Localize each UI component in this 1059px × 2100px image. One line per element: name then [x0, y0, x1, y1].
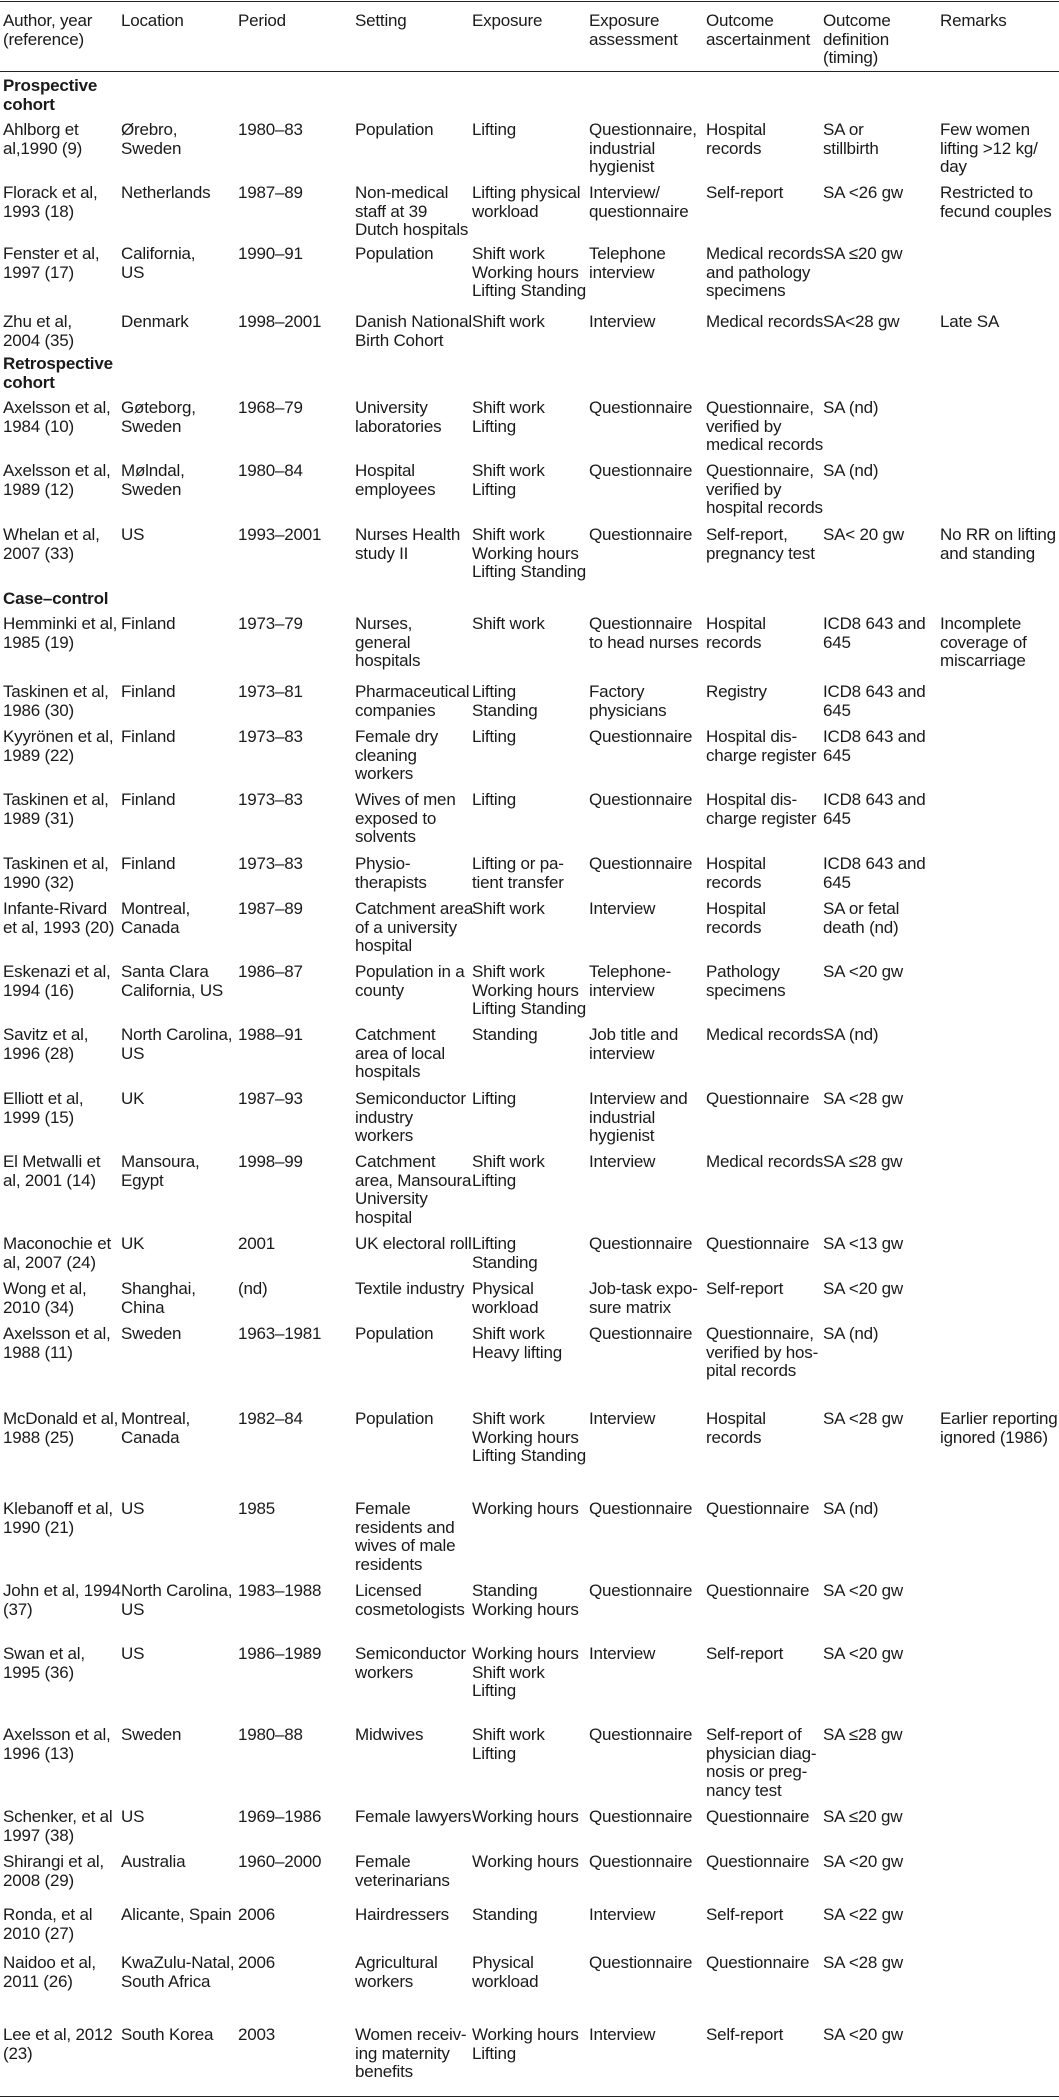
cell-outcome-definition: SA <20 gw — [823, 1852, 903, 1871]
cell-period: 1986–1989 — [238, 1644, 322, 1663]
cell-location: Denmark — [121, 312, 189, 331]
cell-outcome-definition: SA <22 gw — [823, 1905, 903, 1924]
cell-period: 1982–84 — [238, 1409, 303, 1428]
cell-author-year: Shirangi et al, 2008 (29) — [3, 1852, 104, 1890]
cell-period: 1973–79 — [238, 614, 303, 633]
cell-location: Sweden — [121, 1725, 182, 1744]
cell-author-year: Kyyrönen et al, 1989 (22) — [3, 727, 114, 765]
cell-remarks: Few women lifting >12 kg/ day — [940, 120, 1038, 176]
cell-period: 1963–1981 — [238, 1324, 322, 1343]
cell-author-year: Taskinen et al, 1990 (32) — [3, 854, 109, 892]
cell-exposure-assessment: Telephone- interview — [589, 962, 672, 1000]
cell-outcome-definition: SA ≤28 gw — [823, 1152, 903, 1171]
cell-location: Montreal, Canada — [121, 1409, 191, 1447]
cell-exposure-assessment: Questionnaire — [589, 461, 693, 480]
cell-outcome-ascertainment: Registry — [706, 682, 767, 701]
cell-period: 2001 — [238, 1234, 276, 1253]
cell-exposure-assessment: Job-task expo- sure matrix — [589, 1279, 698, 1317]
cell-exposure-assessment: Questionnaire — [589, 525, 693, 544]
cell-author-year: Maconochie et al, 2007 (24) — [3, 1234, 111, 1272]
cell-period: 1987–93 — [238, 1089, 303, 1108]
cell-exposure-assessment: Interview/ questionnaire — [589, 183, 689, 221]
cell-period: 1983–1988 — [238, 1581, 322, 1600]
cell-exposure-assessment: Interview and industrial hygienist — [589, 1089, 688, 1145]
cell-location: Gøteborg, Sweden — [121, 398, 196, 436]
cell-setting: Pharmaceutical companies — [355, 682, 470, 720]
cell-author-year: Florack et al, 1993 (18) — [3, 183, 98, 221]
cell-exposure-assessment: Questionnaire — [589, 727, 693, 746]
cell-outcome-definition: SA (nd) — [823, 398, 879, 417]
cell-outcome-ascertainment: Hospital records — [706, 854, 766, 892]
cell-author-year: Ronda, et al 2010 (27) — [3, 1905, 93, 1943]
cell-period: 1980–84 — [238, 461, 303, 480]
cell-period: 1990–91 — [238, 244, 303, 263]
cell-location: Australia — [121, 1852, 186, 1871]
cell-period: 1998–2001 — [238, 312, 322, 331]
cell-setting: Female dry cleaning workers — [355, 727, 439, 783]
cell-location: Montreal, Canada — [121, 899, 191, 937]
cell-exposure: Lifting Standing — [472, 1234, 538, 1272]
cell-outcome-definition: ICD8 643 and 645 — [823, 682, 926, 720]
cell-exposure: Lifting — [472, 790, 516, 809]
cell-exposure: Shift work Lifting — [472, 398, 545, 436]
cell-outcome-definition: SA< 20 gw — [823, 525, 904, 544]
cell-setting: Catchment area, Mansoura University hospital — [355, 1152, 472, 1227]
cell-remarks: Late SA — [940, 312, 1000, 331]
column-header-exposure-assessment: Exposure assessment — [589, 11, 678, 49]
cell-author-year: Taskinen et al, 1989 (31) — [3, 790, 109, 828]
cell-setting: Midwives — [355, 1725, 424, 1744]
cell-exposure: Shift work Working hours Lifting Standing — [472, 244, 586, 300]
cell-exposure-assessment: Questionnaire — [589, 398, 693, 417]
cell-setting: Physio- therapists — [355, 854, 427, 892]
column-header-exposure: Exposure — [472, 11, 543, 30]
cell-outcome-ascertainment: Questionnaire — [706, 1089, 810, 1108]
cell-setting: Nurses, general hospitals — [355, 614, 421, 670]
table-top-rule — [0, 1, 1059, 2]
cell-setting: UK electoral roll — [355, 1234, 472, 1253]
cell-setting: Semiconductor industry workers — [355, 1089, 466, 1145]
cell-period: 1986–87 — [238, 962, 303, 981]
cell-exposure-assessment: Questionnaire — [589, 790, 693, 809]
cell-outcome-definition: SA (nd) — [823, 1025, 879, 1044]
cell-outcome-definition: ICD8 643 and 645 — [823, 614, 926, 652]
cell-exposure: Lifting physical workload — [472, 183, 581, 221]
cell-exposure: Shift work Working hours Lifting Standing — [472, 525, 586, 581]
cell-author-year: Klebanoff et al, 1990 (21) — [3, 1499, 113, 1537]
cell-exposure-assessment: Factory physicians — [589, 682, 667, 720]
cell-location: Mansoura, Egypt — [121, 1152, 200, 1190]
cell-outcome-ascertainment: Medical records and pathology specimens — [706, 244, 823, 300]
cell-author-year: Zhu et al, 2004 (35) — [3, 312, 74, 350]
cell-exposure-assessment: Interview — [589, 1409, 656, 1428]
cell-outcome-ascertainment: Self-report — [706, 1644, 784, 1663]
cell-setting: Female veterinarians — [355, 1852, 450, 1890]
cell-setting: Catchment area of a university hospital — [355, 899, 474, 955]
cell-outcome-definition: SA (nd) — [823, 461, 879, 480]
cell-exposure: Shift work — [472, 614, 545, 633]
table-bottom-rule — [0, 2096, 1059, 2097]
cell-setting: Hairdressers — [355, 1905, 449, 1924]
cell-exposure: Lifting — [472, 1089, 516, 1108]
cell-setting: Danish National Birth Cohort — [355, 312, 473, 350]
cell-location: North Carolina, US — [121, 1581, 233, 1619]
cell-exposure: Physical workload — [472, 1953, 539, 1991]
cell-outcome-ascertainment: Questionnaire, verified by medical records — [706, 398, 823, 454]
cell-outcome-ascertainment: Questionnaire — [706, 1234, 810, 1253]
cell-exposure: Standing — [472, 1025, 538, 1044]
cell-period: 1980–88 — [238, 1725, 303, 1744]
column-header-author-year: Author, year (reference) — [3, 11, 93, 49]
column-header-remarks: Remarks — [940, 11, 1007, 30]
cell-period: 1973–81 — [238, 682, 303, 701]
cell-setting: Population — [355, 1409, 434, 1428]
cell-author-year: Naidoo et al, 2011 (26) — [3, 1953, 96, 1991]
cell-setting: Women receiv- ing maternity benefits — [355, 2025, 467, 2081]
cell-outcome-definition: SA <20 gw — [823, 2025, 903, 2044]
cell-author-year: Axelsson et al, 1989 (12) — [3, 461, 111, 499]
cell-exposure: Shift work Working hours Lifting Standing — [472, 962, 586, 1018]
cell-location: Mølndal, Sweden — [121, 461, 185, 499]
cell-location: Netherlands — [121, 183, 211, 202]
cell-outcome-ascertainment: Questionnaire, verified by hos- pital records — [706, 1324, 819, 1380]
cell-setting: Population — [355, 244, 434, 263]
cell-setting: Population in a county — [355, 962, 465, 1000]
cell-exposure-assessment: Questionnaire, industrial hygienist — [589, 120, 697, 176]
cell-exposure-assessment: Questionnaire — [589, 1725, 693, 1744]
cell-exposure: Shift work — [472, 312, 545, 331]
cell-outcome-ascertainment: Hospital records — [706, 614, 766, 652]
cell-outcome-ascertainment: Hospital records — [706, 1409, 766, 1447]
cell-remarks: No RR on lifting and standing — [940, 525, 1056, 563]
cell-location: Shanghai, China — [121, 1279, 196, 1317]
cell-exposure-assessment: Questionnaire — [589, 1234, 693, 1253]
cell-exposure-assessment: Questionnaire — [589, 1581, 693, 1600]
cell-location: Finland — [121, 727, 176, 746]
cell-exposure: Working hours — [472, 1852, 579, 1871]
cell-author-year: Wong et al, 2010 (34) — [3, 1279, 87, 1317]
cell-exposure: Shift work Lifting — [472, 1725, 545, 1763]
cell-outcome-definition: SA ≤20 gw — [823, 1807, 903, 1826]
cell-exposure-assessment: Questionnaire to head nurses — [589, 614, 699, 652]
cell-outcome-ascertainment: Self-report, pregnancy test — [706, 525, 815, 563]
cell-outcome-definition: SA ≤20 gw — [823, 244, 903, 263]
cell-outcome-ascertainment: Questionnaire, verified by hospital records — [706, 461, 823, 517]
cell-outcome-ascertainment: Hospital dis- charge register — [706, 790, 817, 828]
cell-exposure-assessment: Interview — [589, 1644, 656, 1663]
cell-location: North Carolina, US — [121, 1025, 233, 1063]
cell-exposure-assessment: Interview — [589, 899, 656, 918]
cell-location: UK — [121, 1234, 145, 1253]
column-header-outcome-definition: Outcome definition (timing) — [823, 11, 891, 67]
cell-exposure: Lifting Standing — [472, 682, 538, 720]
cell-period: 1973–83 — [238, 727, 303, 746]
cell-author-year: El Metwalli et al, 2001 (14) — [3, 1152, 101, 1190]
cell-outcome-definition: ICD8 643 and 645 — [823, 727, 926, 765]
cell-setting: Female residents and wives of male residents — [355, 1499, 456, 1574]
cell-setting: Textile industry — [355, 1279, 465, 1298]
cell-period: 1969–1986 — [238, 1807, 322, 1826]
cell-exposure: Working hours Shift work Lifting — [472, 1644, 579, 1700]
cell-location: Santa Clara California, US — [121, 962, 224, 1000]
cell-location: US — [121, 1807, 145, 1826]
cell-location: South Korea — [121, 2025, 214, 2044]
cell-outcome-ascertainment: Questionnaire — [706, 1953, 810, 1972]
cell-exposure: Physical workload — [472, 1279, 539, 1317]
cell-setting: Population — [355, 120, 434, 139]
cell-location: Alicante, Spain — [121, 1905, 232, 1924]
cell-author-year: Hemminki et al, 1985 (19) — [3, 614, 118, 652]
cell-outcome-definition: SA <13 gw — [823, 1234, 903, 1253]
cell-exposure-assessment: Telephone interview — [589, 244, 666, 282]
cell-exposure-assessment: Job title and interview — [589, 1025, 679, 1063]
cell-outcome-ascertainment: Self-report — [706, 183, 784, 202]
cell-setting: University laboratories — [355, 398, 442, 436]
cell-location: US — [121, 525, 145, 544]
cell-outcome-definition: SA <20 gw — [823, 962, 903, 981]
cell-exposure-assessment: Interview — [589, 1905, 656, 1924]
cell-exposure: Standing Working hours — [472, 1581, 579, 1619]
cell-outcome-ascertainment: Hospital records — [706, 899, 766, 937]
cell-exposure-assessment: Questionnaire — [589, 1499, 693, 1518]
cell-author-year: Lee et al, 2012 (23) — [3, 2025, 113, 2063]
cell-period: 1993–2001 — [238, 525, 322, 544]
cell-exposure: Lifting — [472, 120, 516, 139]
cell-author-year: Schenker, et al 1997 (38) — [3, 1807, 113, 1845]
cell-location: UK — [121, 1089, 145, 1108]
cell-exposure-assessment: Questionnaire — [589, 854, 693, 873]
cell-setting: Semiconductor workers — [355, 1644, 466, 1682]
header-bottom-rule — [0, 71, 1059, 72]
cell-outcome-definition: SA <28 gw — [823, 1409, 903, 1428]
cell-exposure: Working hours — [472, 1499, 579, 1518]
cell-author-year: John et al, 1994 (37) — [3, 1581, 121, 1619]
cell-location: Ørebro, Sweden — [121, 120, 182, 158]
cell-exposure-assessment: Interview — [589, 2025, 656, 2044]
cell-outcome-ascertainment: Self-report — [706, 1905, 784, 1924]
cell-location: US — [121, 1644, 145, 1663]
cell-outcome-ascertainment: Questionnaire — [706, 1581, 810, 1600]
cell-exposure: Standing — [472, 1905, 538, 1924]
cell-setting: Non-medical staff at 39 Dutch hospitals — [355, 183, 469, 239]
cell-period: 2003 — [238, 2025, 276, 2044]
section-label: Case–control — [3, 589, 109, 608]
cell-exposure: Shift work Lifting — [472, 1152, 545, 1190]
cell-exposure: Working hours Lifting — [472, 2025, 579, 2063]
cell-exposure: Shift work Lifting — [472, 461, 545, 499]
cell-author-year: Axelsson et al, 1996 (13) — [3, 1725, 111, 1763]
cell-exposure-assessment: Interview — [589, 1152, 656, 1171]
cell-outcome-definition: SA <20 gw — [823, 1644, 903, 1663]
cell-period: 1973–83 — [238, 790, 303, 809]
cell-period: 1980–83 — [238, 120, 303, 139]
cell-remarks: Earlier reporting ignored (1986) — [940, 1409, 1058, 1447]
cell-location: Finland — [121, 682, 176, 701]
cell-exposure-assessment: Questionnaire — [589, 1324, 693, 1343]
cell-period: 1973–83 — [238, 854, 303, 873]
section-label: Retrospective cohort — [3, 354, 113, 392]
cell-outcome-definition: SA <28 gw — [823, 1089, 903, 1108]
cell-exposure: Working hours — [472, 1807, 579, 1826]
cell-author-year: McDonald et al, 1988 (25) — [3, 1409, 119, 1447]
section-label: Prospective cohort — [3, 76, 98, 114]
cell-outcome-ascertainment: Medical records — [706, 1152, 823, 1171]
cell-outcome-definition: ICD8 643 and 645 — [823, 854, 926, 892]
cell-period: 1985 — [238, 1499, 276, 1518]
cell-setting: Nurses Health study II — [355, 525, 461, 563]
column-header-location: Location — [121, 11, 184, 30]
cell-period: 2006 — [238, 1905, 276, 1924]
column-header-period: Period — [238, 11, 286, 30]
column-header-outcome-ascertainment: Outcome ascertainment — [706, 11, 811, 49]
cell-outcome-ascertainment: Hospital records — [706, 120, 766, 158]
cell-outcome-definition: SA (nd) — [823, 1499, 879, 1518]
cell-outcome-definition: SA <20 gw — [823, 1279, 903, 1298]
cell-outcome-definition: SA ≤28 gw — [823, 1725, 903, 1744]
cell-outcome-ascertainment: Self-report — [706, 2025, 784, 2044]
cell-exposure-assessment: Questionnaire — [589, 1852, 693, 1871]
cell-outcome-ascertainment: Hospital dis- charge register — [706, 727, 817, 765]
cell-outcome-definition: SA <26 gw — [823, 183, 903, 202]
cell-outcome-definition: SA <20 gw — [823, 1581, 903, 1600]
cell-outcome-definition: SA or fetal death (nd) — [823, 899, 900, 937]
cell-outcome-definition: SA or stillbirth — [823, 120, 879, 158]
cell-location: KwaZulu-Natal, South Africa — [121, 1953, 235, 1991]
cell-outcome-definition: SA (nd) — [823, 1324, 879, 1343]
cell-author-year: Elliott et al, 1999 (15) — [3, 1089, 84, 1127]
cell-period: 1987–89 — [238, 183, 303, 202]
cell-location: Sweden — [121, 1324, 182, 1343]
cell-outcome-ascertainment: Pathology specimens — [706, 962, 786, 1000]
cell-setting: Agricultural workers — [355, 1953, 438, 1991]
cell-exposure: Shift work Heavy lifting — [472, 1324, 562, 1362]
cell-author-year: Whelan et al, 2007 (33) — [3, 525, 100, 563]
cell-exposure-assessment: Interview — [589, 312, 656, 331]
cell-location: Finland — [121, 790, 176, 809]
cell-setting: Catchment area of local hospitals — [355, 1025, 446, 1081]
cell-setting: Wives of men exposed to solvents — [355, 790, 456, 846]
cell-author-year: Axelsson et al, 1988 (11) — [3, 1324, 111, 1362]
cell-outcome-definition: SA <28 gw — [823, 1953, 903, 1972]
column-header-setting: Setting — [355, 11, 407, 30]
cell-setting: Hospital employees — [355, 461, 436, 499]
cell-outcome-ascertainment: Medical records — [706, 312, 823, 331]
cell-outcome-ascertainment: Self-report of physician diag- nosis or preg- nancy test — [706, 1725, 817, 1800]
cell-outcome-ascertainment: Questionnaire — [706, 1499, 810, 1518]
cell-period: 1998–99 — [238, 1152, 303, 1171]
cell-period: 1987–89 — [238, 899, 303, 918]
cell-exposure: Shift work Working hours Lifting Standing — [472, 1409, 586, 1465]
cell-location: Finland — [121, 854, 176, 873]
cell-remarks: Incomplete coverage of miscarriage — [940, 614, 1027, 670]
cell-location: California, US — [121, 244, 196, 282]
cell-author-year: Axelsson et al, 1984 (10) — [3, 398, 111, 436]
cell-location: Finland — [121, 614, 176, 633]
cell-author-year: Swan et al, 1995 (36) — [3, 1644, 85, 1682]
cell-exposure: Shift work — [472, 899, 545, 918]
cell-period: 2006 — [238, 1953, 276, 1972]
cell-author-year: Fenster et al, 1997 (17) — [3, 244, 100, 282]
cell-remarks: Restricted to fecund couples — [940, 183, 1052, 221]
cell-outcome-ascertainment: Self-report — [706, 1279, 784, 1298]
cell-author-year: Infante-Rivard et al, 1993 (20) — [3, 899, 115, 937]
cell-author-year: Ahlborg et al,1990 (9) — [3, 120, 83, 158]
cell-outcome-ascertainment: Medical records — [706, 1025, 823, 1044]
cell-author-year: Taskinen et al, 1986 (30) — [3, 682, 109, 720]
cell-author-year: Eskenazi et al, 1994 (16) — [3, 962, 111, 1000]
cell-exposure: Lifting or pa- tient transfer — [472, 854, 564, 892]
cell-setting: Female lawyers — [355, 1807, 472, 1826]
cell-outcome-ascertainment: Questionnaire — [706, 1852, 810, 1871]
cell-period: 1988–91 — [238, 1025, 303, 1044]
cell-outcome-definition: ICD8 643 and 645 — [823, 790, 926, 828]
cell-exposure-assessment: Questionnaire — [589, 1807, 693, 1826]
cell-exposure: Lifting — [472, 727, 516, 746]
cell-setting: Population — [355, 1324, 434, 1343]
cell-period: 1968–79 — [238, 398, 303, 417]
cell-setting: Licensed cosmetologists — [355, 1581, 465, 1619]
cell-exposure-assessment: Questionnaire — [589, 1953, 693, 1972]
cell-location: US — [121, 1499, 145, 1518]
cell-author-year: Savitz et al, 1996 (28) — [3, 1025, 89, 1063]
cell-period: (nd) — [238, 1279, 268, 1298]
cell-outcome-ascertainment: Questionnaire — [706, 1807, 810, 1826]
cell-period: 1960–2000 — [238, 1852, 322, 1871]
cell-outcome-definition: SA<28 gw — [823, 312, 900, 331]
